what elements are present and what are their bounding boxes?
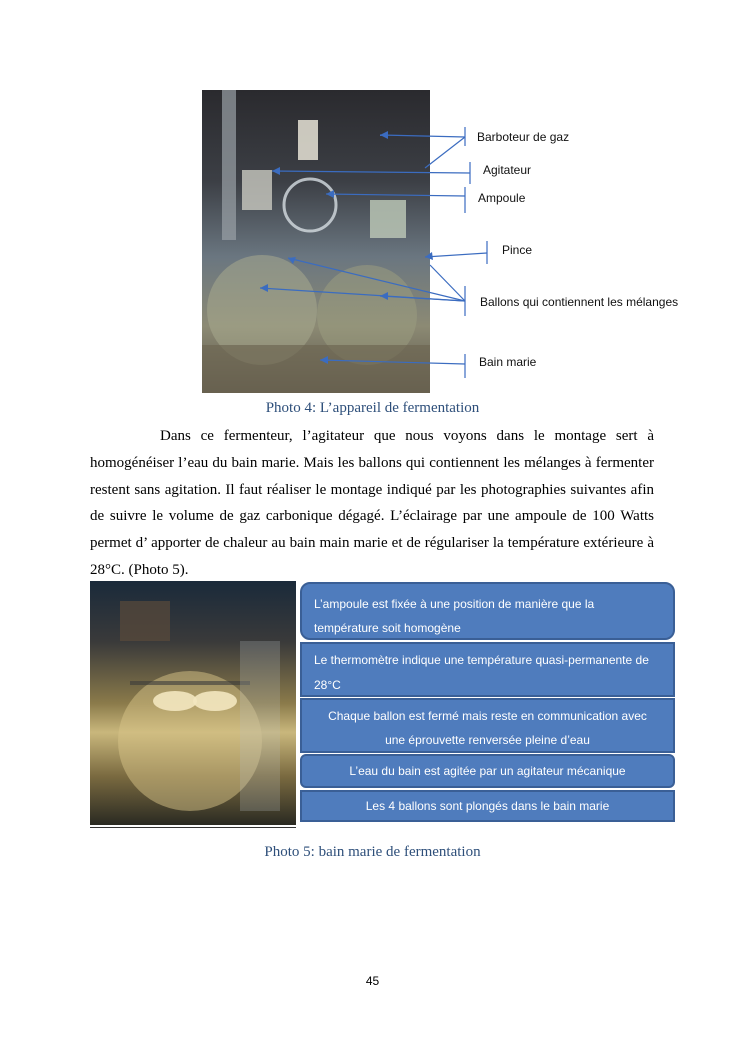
body-paragraph xyxy=(90,423,654,584)
annotation-box-agitateur xyxy=(300,754,675,788)
label-bain-marie: Bain marie xyxy=(479,355,537,369)
annotation-box-ballons xyxy=(300,790,675,822)
label-ampoule: Ampoule xyxy=(478,191,526,205)
paragraph-text: Dans ce fermenteur, l’agitateur que nous voyons dans le montage sert à homogénéiser l’eau du bain marie. Mais les ballons qui contiennent les mélanges à fermenter restent sans agitation. Il faut réaliser le montage indiqué par les photographies suivantes afin de suivre le volume de gaz carbonique dégagé. L’éclairage par une ampoule de 100 Watts permet d’ apporter de chaleur au bain main marie et de régulariser la température extérieure à 28°C. (Photo 5). xyxy=(90,428,654,578)
photo5-underline xyxy=(90,827,296,828)
photo4-caption: Photo 4: L’appareil de fermentation xyxy=(265,400,480,416)
annotation-agitateur-text: L’eau du bain est agitée par un agitateur mécanique xyxy=(349,764,626,778)
bain-marie-photo xyxy=(90,581,296,825)
annotation-ampoule-text: L’ampoule est fixée à une position de manière que la température soit homogène xyxy=(314,597,595,635)
annotation-ballon-text: Chaque ballon est fermé mais reste en communication avec une éprouvette renversée pleine d’eau xyxy=(328,709,647,747)
page-number: 45 xyxy=(365,974,380,988)
annotation-thermometre-text: Le thermomètre indique une température quasi-permanente de 28°C xyxy=(314,653,649,692)
photo5-caption: Photo 5: bain marie de fermentation xyxy=(264,844,481,860)
annotation-ballons-text: Les 4 ballons sont plongés dans le bain marie xyxy=(365,799,610,813)
annotation-box-ballon xyxy=(300,698,675,753)
label-barboteur: Barboteur de gaz xyxy=(477,130,570,144)
label-agitateur: Agitateur xyxy=(483,163,532,177)
annotation-box-ampoule xyxy=(300,582,675,640)
label-pince: Pince xyxy=(502,243,533,257)
callout-lines xyxy=(0,0,745,420)
annotation-box-thermometre xyxy=(300,642,675,697)
label-ballons: Ballons qui contiennent les mélanges xyxy=(480,295,679,309)
bain-marie-drawing xyxy=(90,581,296,825)
